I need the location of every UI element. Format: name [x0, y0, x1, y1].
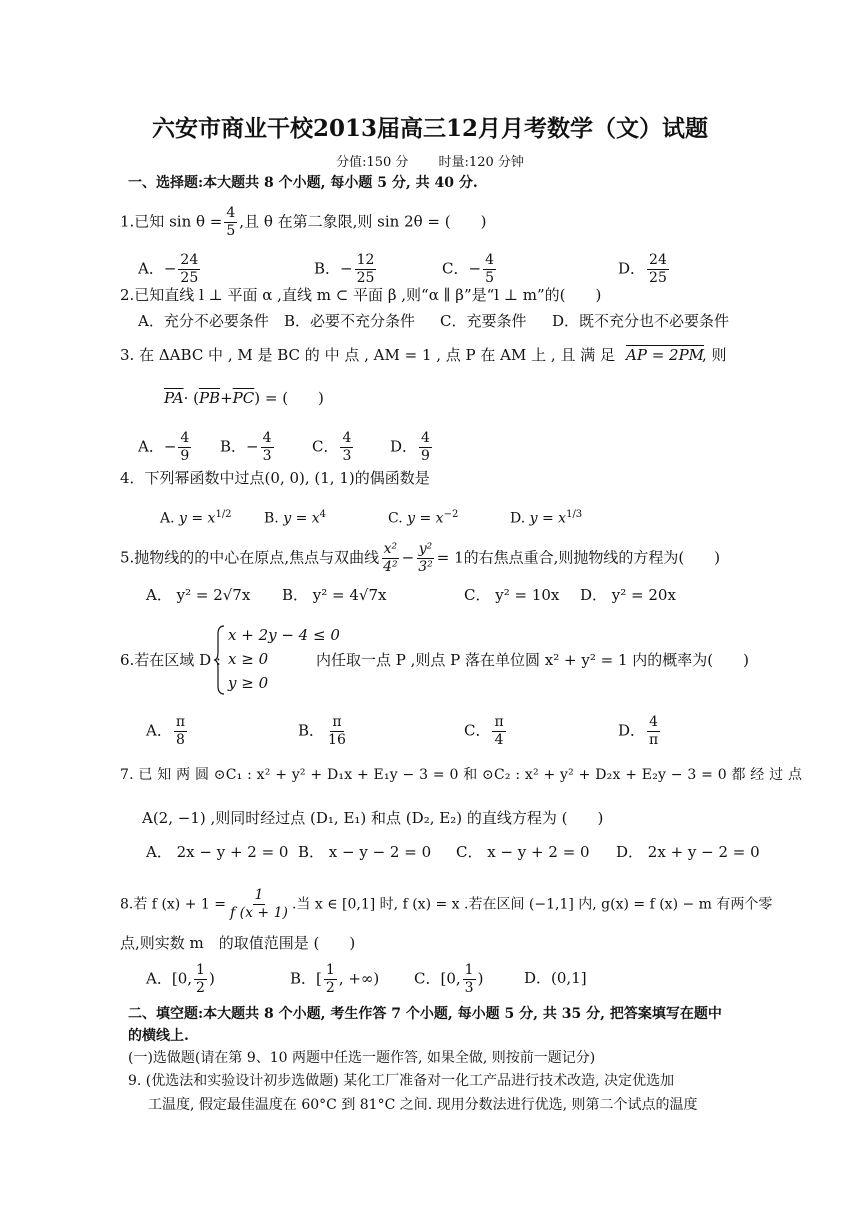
frac-den: 16: [328, 732, 346, 748]
option-label: D.: [510, 510, 526, 527]
option-fraction: [647, 714, 660, 749]
option-fraction: [492, 714, 505, 749]
option-label: A．: [146, 969, 172, 988]
question-9-line2: 工温度, 假定最佳温度在 60°C 到 81°C 之间. 现用分数法进行优选, 则第二个试点的温度: [148, 1097, 698, 1113]
q1-option-b: [314, 252, 378, 287]
option-fraction: [194, 962, 207, 997]
frac-num: 4: [262, 430, 272, 446]
frac-num: 4: [649, 714, 659, 730]
frac-num: 4: [342, 430, 352, 446]
q1-fraction: [224, 205, 237, 240]
q8-option-a: [146, 962, 215, 997]
q7-option-b: B． x − y − 2 = 0: [298, 843, 432, 861]
q1-frac-den: 5: [226, 223, 236, 239]
question-8-stem-line1: [120, 887, 772, 922]
question-9-line1: 9. (优选法和实验设计初步选做题) 某化工厂准备对一化工产品进行技术改造, 决定优选加: [128, 1073, 675, 1089]
frac-num: 24: [649, 252, 667, 268]
q6-lead: 6.若在区域 D :: [120, 651, 221, 669]
option-base: y = x: [529, 510, 567, 527]
option-label: C．: [312, 437, 339, 456]
frac-num: 4: [421, 430, 430, 446]
q8-option-c: [414, 962, 483, 997]
q3-dot: · (: [183, 389, 199, 407]
left-brace-icon: [214, 624, 226, 696]
option-label: B．: [220, 437, 247, 456]
frac-den: π: [649, 732, 659, 748]
frac-num: 12: [356, 252, 375, 268]
q6-inequality-2: x ≥ 0: [228, 650, 269, 668]
vector-pc: $\overline{PC}$: [232, 389, 255, 407]
q5-option-b: B． y² = 4√7x: [282, 586, 387, 604]
q8-option-d: [524, 968, 587, 988]
question-8-stem-line2: 点,则实数 m 的取值范围是 ( ): [120, 934, 356, 952]
q8-option-b: [290, 962, 379, 997]
frac-num: y²: [418, 541, 433, 557]
question-7-stem-line2: A(2, −1) ,则同时经过点 (D₁, E₁) 和点 (D₂, E₂) 的直线方程为 ( ): [142, 809, 604, 827]
frac-den: 4²: [383, 559, 398, 575]
frac-num: 24: [180, 252, 199, 268]
option-sign: −: [163, 259, 177, 278]
exam-subtitle: 分值:150 分 时量:120 分钟: [336, 155, 524, 170]
q6-option-b: [298, 714, 350, 749]
q5-stem-a: 5.抛物线的的中心在原点,焦点与双曲线: [120, 548, 380, 567]
frac-den: 25: [649, 270, 667, 286]
option-pre: (0,1]: [551, 969, 587, 987]
option-base: y = x: [179, 510, 216, 527]
q7-option-c: C． x − y + 2 = 0: [456, 843, 590, 861]
option-fraction: [355, 252, 377, 287]
option-label: B.: [264, 510, 279, 527]
q1-stem-b: ,且 θ 在第二象限,则 sin 2θ = ( ): [239, 212, 487, 231]
frac-den: 25: [180, 270, 199, 286]
q8-stem-b: .当 x ∈ [0,1] 时, f (x) = x .若在区间 (−1,1] 内, g(x) = f (x) − m 有两个零: [291, 896, 773, 913]
q6-inequality-1: x + 2y − 4 ≤ 0: [228, 626, 340, 644]
q6-option-a: [146, 714, 189, 749]
option-fraction: [647, 252, 669, 287]
option-fraction: [340, 430, 353, 465]
q6-option-c: [464, 714, 508, 749]
q4-option-a: [160, 505, 232, 529]
option-base: y = x: [283, 510, 320, 527]
q8-stem-a: 8.若 f (x) + 1 =: [120, 896, 226, 913]
option-fraction: [261, 430, 274, 465]
section1-heading: 一、选择题:本大题共 8 个小题, 每小题 5 分, 共 40 分.: [128, 175, 478, 191]
option-label: A．: [138, 437, 164, 456]
option-fraction: [324, 962, 337, 997]
question-7-stem-line1: 7. 已 知 两 圆 ⊙C₁ : x² + y² + D₁x + E₁y − 3 = 0 和 ⊙C₂ : x² + y² + D₂x + E₂y − 3 = 0 都 经 过 点: [120, 767, 803, 783]
frac-den: 3²: [418, 559, 433, 575]
option-label: A.: [160, 510, 175, 527]
option-exponent: 1/2: [215, 509, 232, 520]
q3-option-b: [220, 430, 276, 465]
option-label: D．: [618, 721, 646, 740]
q6-option-d: [618, 714, 662, 749]
frac-den: 5: [485, 270, 494, 286]
q2-option-a: A．充分不必要条件: [138, 312, 269, 330]
option-fraction: [463, 962, 476, 997]
option-fraction: [174, 714, 187, 749]
question-3-stem-line1: [120, 345, 615, 365]
frac-num: π: [332, 714, 342, 730]
option-base: y = x: [407, 510, 444, 527]
frac-den: 3: [262, 448, 272, 464]
q5-stem-b: = 1的右焦点重合,则抛物线的方程为( ): [436, 548, 721, 567]
frac-den: f (x + 1): [229, 905, 288, 921]
q5-minus: −: [401, 548, 415, 567]
q7-option-a: A． 2x − y + 2 = 0: [146, 843, 289, 861]
section2-heading-line2: 的横线上.: [128, 1028, 189, 1044]
option-label: C．: [414, 969, 441, 988]
q1-stem-a: 1.已知 sin θ =: [120, 212, 223, 231]
frac-num: 1: [196, 962, 205, 978]
question-2-stem: 2.已知直线 l ⊥ 平面 α ,直线 m ⊂ 平面 β ,则“α ∥ β”是“l ⊥ m”的( ): [120, 286, 602, 304]
q6-inequality-3: y ≥ 0: [228, 674, 269, 692]
frac-den: 9: [180, 448, 190, 464]
vector-pb: $\overline{PB}$: [198, 389, 221, 407]
q1-option-d: [618, 252, 671, 287]
option-sign: −: [468, 259, 482, 278]
option-fraction: [419, 430, 432, 465]
option-exponent: 1/3: [566, 509, 583, 520]
option-pre: [: [316, 969, 322, 988]
q3-stem1: 3. 在 ΔABC 中 , M 是 BC 的 中 点 , AM = 1 , 点 P 在 AM 上 , 且 满 足: [120, 346, 615, 364]
option-exponent: −2: [443, 509, 459, 520]
q4-option-d: [510, 505, 582, 529]
option-label: A．: [146, 721, 172, 740]
q5-fraction-x: [381, 541, 400, 576]
q5-option-c: C． y² = 10x: [464, 586, 560, 604]
frac-num: x²: [383, 541, 398, 557]
q3-option-d: [390, 430, 434, 465]
option-post: , +∞): [338, 969, 380, 988]
question-5-stem: [120, 541, 720, 576]
q7-option-d: D． 2x + y − 2 = 0: [616, 843, 760, 861]
option-post: ): [477, 969, 484, 988]
q1-option-a: [138, 252, 202, 287]
q1-frac-num: 4: [226, 205, 236, 221]
option-label: A．: [138, 259, 164, 278]
question-4-stem: 4．下列幂函数中过点(0, 0), (1, 1)的偶函数是: [120, 469, 430, 487]
frac-num: 1: [464, 962, 474, 978]
option-post: ): [208, 969, 215, 988]
section2-subheading: (一)选做题(请在第 9、10 两题中任选一题作答, 如果全做, 则按前一题记分): [128, 1050, 596, 1066]
exam-title: 六安市商业干校2013届高三12月月考数学（文）试题: [151, 115, 709, 142]
option-sign: −: [163, 437, 177, 456]
option-label: B．: [290, 969, 317, 988]
q3-close: ) = ( ): [254, 389, 324, 407]
option-label: D．: [524, 969, 552, 987]
frac-den: 9: [421, 448, 430, 464]
question-1-stem: [120, 205, 486, 240]
q6-tail: 内任取一点 P ,则点 P 落在单位圆 x² + y² = 1 内的概率为( ): [316, 651, 749, 669]
q5-option-a: A． y² = 2√7x: [146, 586, 251, 604]
option-sign: −: [340, 259, 353, 278]
option-pre: [0,: [171, 969, 193, 988]
frac-den: 8: [175, 732, 185, 748]
frac-num: 4: [485, 252, 494, 268]
frac-den: 4: [494, 732, 504, 748]
option-label: B．: [314, 259, 341, 278]
q2-option-b: B．必要不充分条件: [284, 312, 416, 330]
frac-den: 3: [464, 980, 474, 996]
frac-num: 1: [325, 962, 335, 978]
q3-vector-relation: AP = 2PM: [626, 346, 705, 364]
q3-option-a: [138, 430, 193, 465]
q3-plus: +: [220, 389, 233, 407]
q4-option-c: [388, 505, 458, 529]
q1-option-c: [442, 252, 498, 287]
option-label: C．: [464, 721, 491, 740]
q4-option-b: [264, 505, 326, 529]
frac-den: 2: [196, 980, 205, 996]
vector-pa: $\overline{PA}$: [164, 389, 184, 407]
option-label: B．: [298, 721, 325, 740]
frac-num: π: [175, 714, 186, 730]
q2-option-d: D．既不充分也不必要条件: [552, 312, 730, 330]
option-label: C．: [442, 259, 469, 278]
frac-den: 25: [356, 270, 375, 286]
q5-fraction-y: [416, 541, 435, 576]
frac-num: 4: [180, 430, 190, 446]
q3-option-c: [312, 430, 355, 465]
frac-num: π: [494, 714, 504, 730]
option-label: C.: [388, 510, 403, 527]
option-fraction: [326, 714, 348, 749]
q2-option-c: C．充要条件: [440, 312, 527, 330]
option-label: D．: [390, 437, 418, 456]
q8-fraction: [228, 887, 290, 922]
option-sign: −: [246, 437, 259, 456]
q5-option-d: D． y² = 20x: [580, 586, 676, 604]
option-exponent: 4: [319, 509, 327, 520]
frac-den: 2: [325, 980, 335, 996]
frac-num: 1: [254, 887, 264, 903]
option-fraction: [178, 430, 191, 465]
question-3-stem-line2: [164, 388, 324, 408]
option-pre: [0,: [440, 969, 461, 988]
option-fraction: [178, 252, 200, 287]
option-label: D．: [618, 259, 646, 278]
frac-den: 3: [342, 448, 352, 464]
q3-tail: , 则: [702, 346, 727, 364]
section2-heading-line1: 二、填空题:本大题共 8 个小题, 考生作答 7 个小题, 每小题 5 分, 共 35 分, 把答案填写在题中: [128, 1006, 722, 1022]
option-fraction: [483, 252, 496, 287]
